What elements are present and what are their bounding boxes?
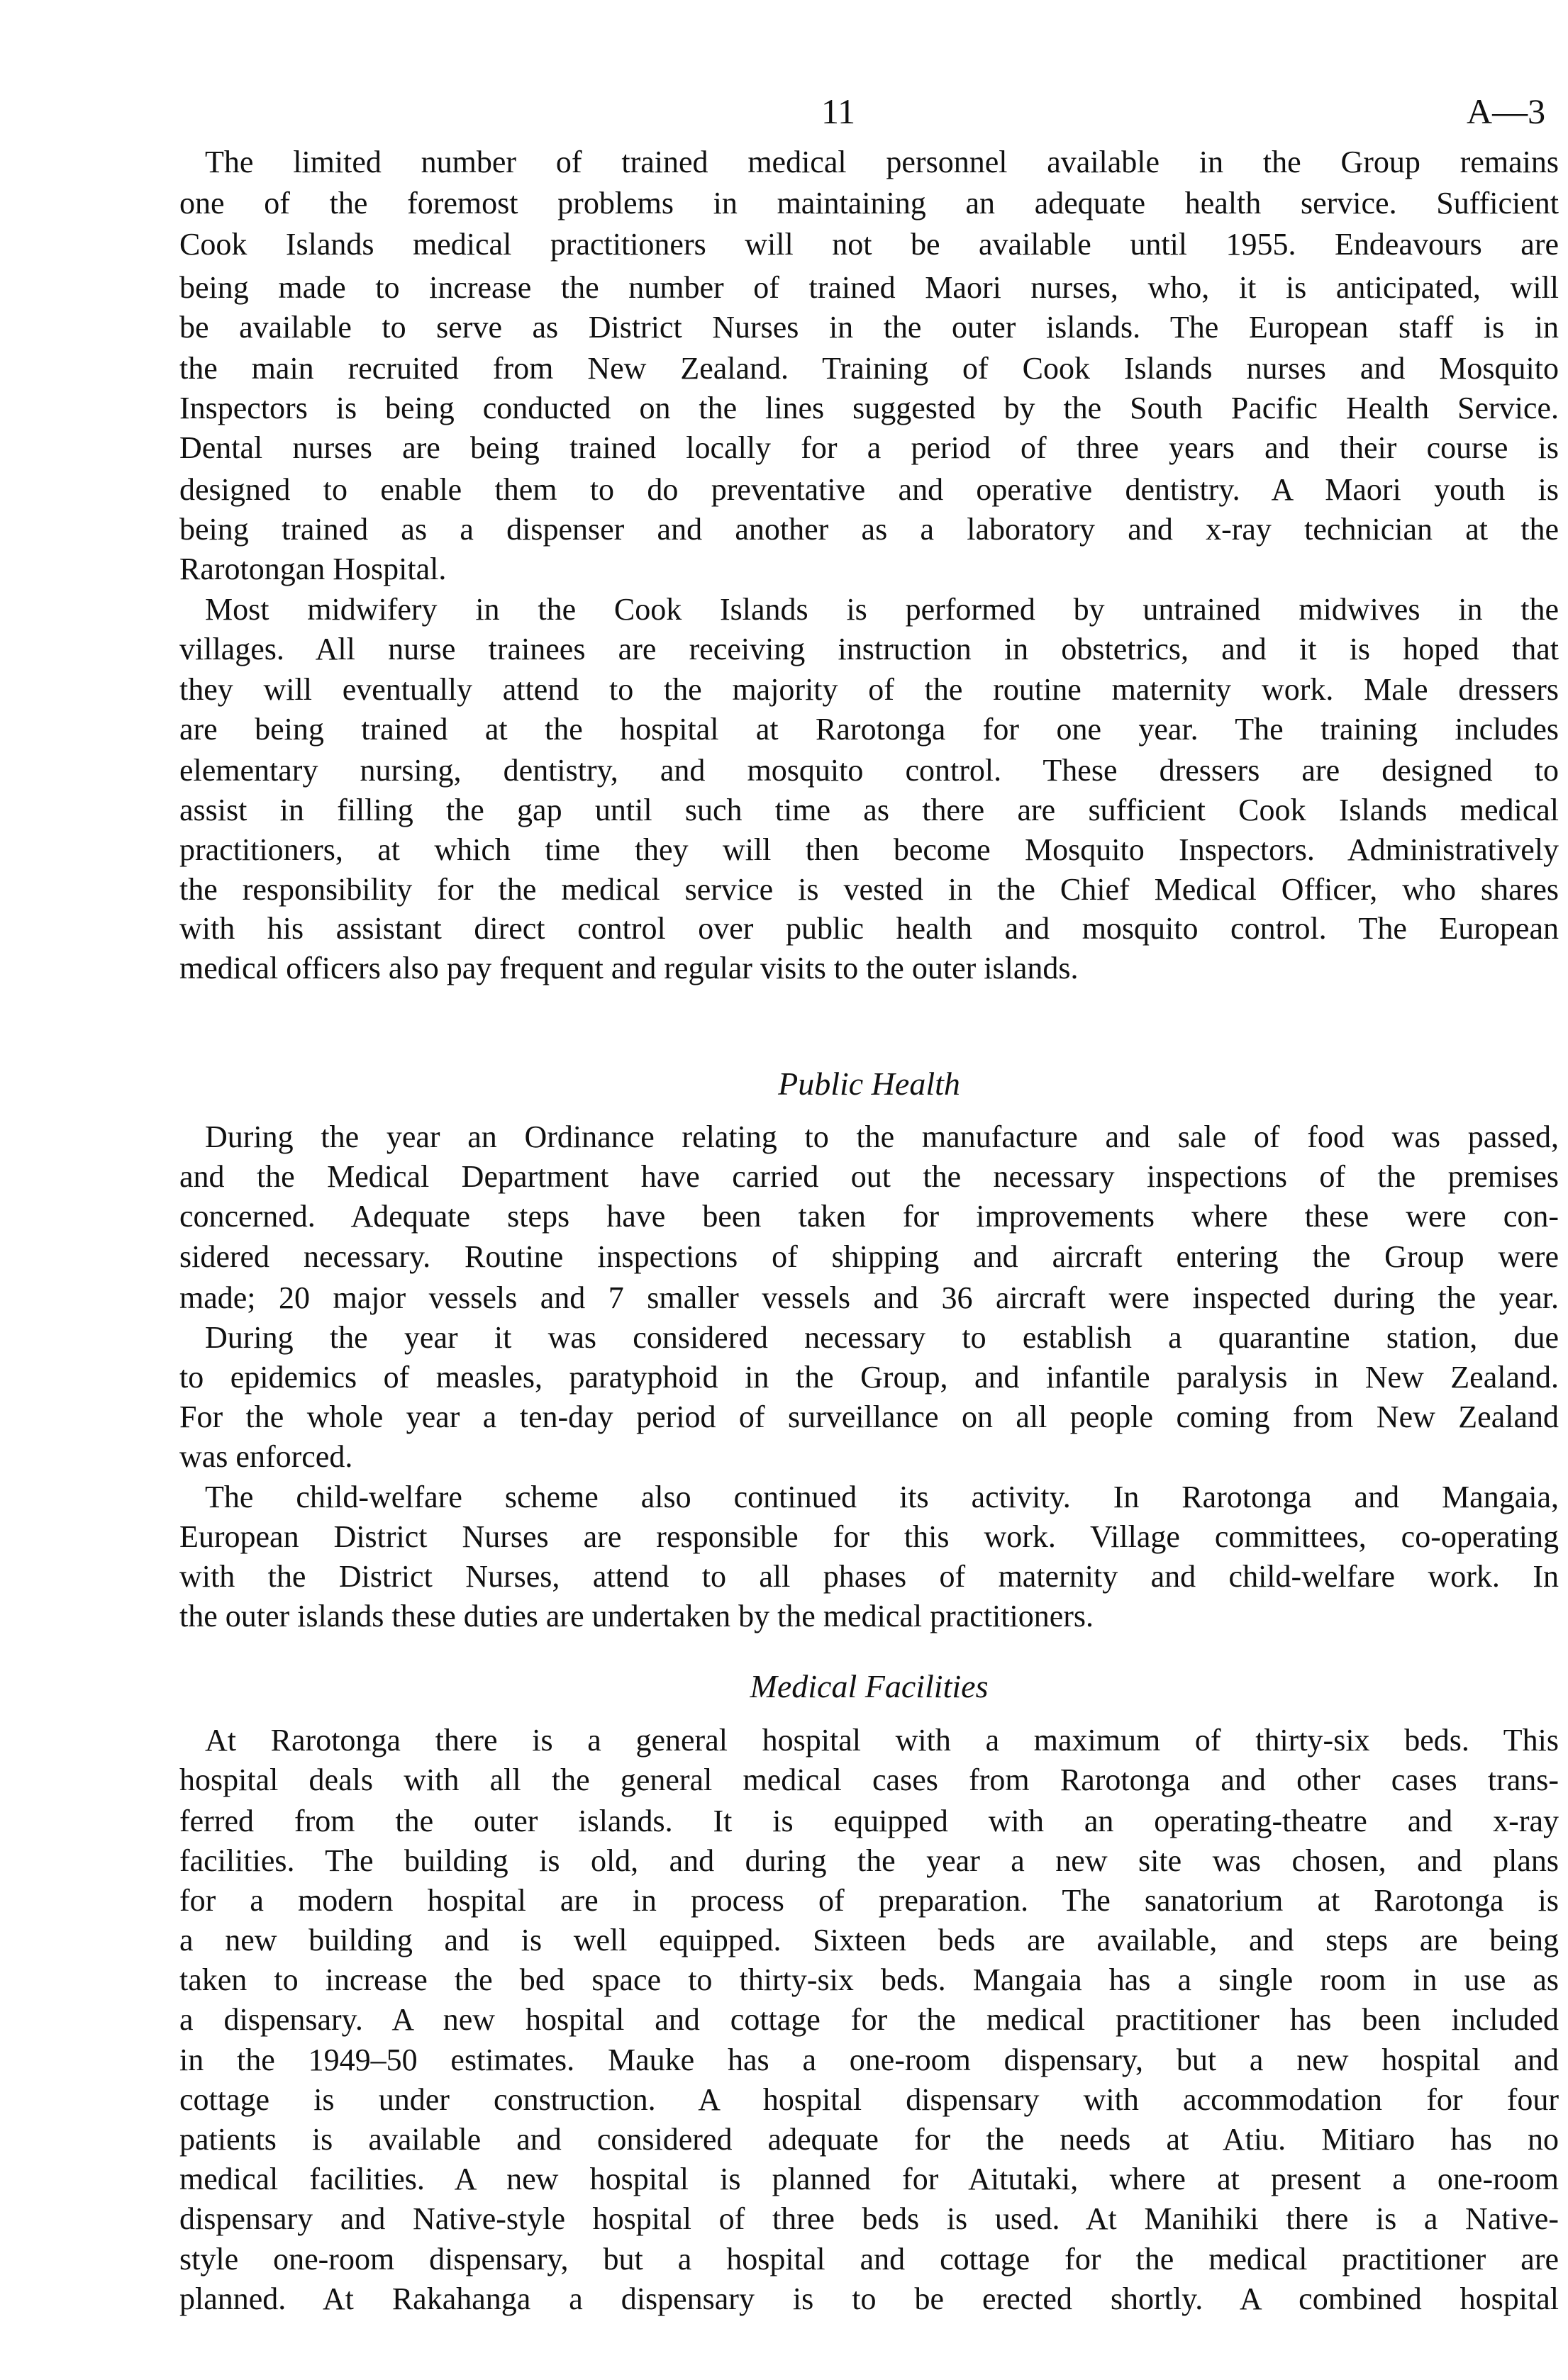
- text-line: medical facilities. A new hospital is planned for Aitutaki, where at present a one-room: [179, 2162, 1559, 2196]
- text-line: European District Nurses are responsible for this work. Village committees, co-operating: [179, 1519, 1559, 1554]
- text-line: was enforced.: [179, 1439, 353, 1474]
- text-line: assist in filling the gap until such time as there are sufficient Cook Islands medical: [179, 793, 1559, 827]
- text-line: one of the foremost problems in maintaining an adequate health service. Sufficient: [179, 186, 1559, 220]
- text-line: Inspectors is being conducted on the lines suggested by the South Pacific Health Service.: [179, 391, 1559, 425]
- section-heading: Medical Facilities: [750, 1668, 989, 1704]
- text-line: Rarotongan Hospital.: [179, 552, 447, 586]
- text-line: are being trained at the hospital at Rarotonga for one year. The training includes: [179, 712, 1559, 747]
- text-line: for a modern hospital are in process of preparation. The sanatorium at Rarotonga is: [179, 1883, 1559, 1918]
- text-line: the main recruited from New Zealand. Training of Cook Islands nurses and Mosquito: [179, 351, 1559, 386]
- text-line: in the 1949–50 estimates. Mauke has a one-room dispensary, but a new hospital and: [179, 2043, 1559, 2077]
- text-line: Most midwifery in the Cook Islands is performed by untrained midwives in the: [205, 592, 1559, 627]
- text-line: with his assistant direct control over public health and mosquito control. The European: [179, 911, 1559, 946]
- section-heading: Public Health: [778, 1066, 960, 1102]
- text-line: dispensary and Native-style hospital of three beds is used. At Manihiki there is a Native-: [179, 2201, 1559, 2236]
- text-line: taken to increase the bed space to thirty-six beds. Mangaia has a single room in use as: [179, 1962, 1559, 1997]
- text-line: facilities. The building is old, and during the year a new site was chosen, and plans: [179, 1843, 1559, 1878]
- text-line: patients is available and considered adequate for the needs at Atiu. Mitiaro has no: [179, 2122, 1559, 2157]
- text-line: At Rarotonga there is a general hospital with a maximum of thirty-six beds. This: [205, 1723, 1559, 1758]
- text-line: practitioners, at which time they will then become Mosquito Inspectors. Administratively: [179, 832, 1559, 867]
- text-line: Dental nurses are being trained locally for a period of three years and their course is: [179, 430, 1559, 465]
- text-line: ferred from the outer islands. It is equipped with an operating-theatre and x-ray: [179, 1804, 1559, 1838]
- text-line: made; 20 major vessels and 7 smaller vessels and 36 aircraft were inspected during the year.: [179, 1280, 1559, 1315]
- text-line: planned. At Rakahanga a dispensary is to be erected shortly. A combined hospital: [179, 2281, 1559, 2316]
- text-line: villages. All nurse trainees are receiving instruction in obstetrics, and it is hoped that: [179, 632, 1559, 666]
- text-line: The child-welfare scheme also continued its activity. In Rarotonga and Mangaia,: [205, 1480, 1559, 1514]
- text-line: concerned. Adequate steps have been taken for improvements where these were con-: [179, 1199, 1559, 1234]
- text-line: hospital deals with all the general medical cases from Rarotonga and other cases trans-: [179, 1762, 1559, 1797]
- text-line: During the year an Ordinance relating to the manufacture and sale of food was passed,: [205, 1119, 1559, 1154]
- text-line: sidered necessary. Routine inspections of shipping and aircraft entering the Group were: [179, 1239, 1559, 1274]
- text-line: medical officers also pay frequent and regular visits to the outer islands.: [179, 951, 1079, 985]
- text-line: with the District Nurses, attend to all phases of maternity and child-welfare work. In: [179, 1559, 1559, 1594]
- text-line: a new building and is well equipped. Sixteen beds are available, and steps are being: [179, 1923, 1559, 1957]
- text-line: style one-room dispensary, but a hospital and cottage for the medical practitioner are: [179, 2242, 1559, 2276]
- text-line: a dispensary. A new hospital and cottage for the medical practitioner has been included: [179, 2002, 1559, 2037]
- text-line: designed to enable them to do preventative and operative dentistry. A Maori youth is: [179, 472, 1559, 507]
- text-line: be available to serve as District Nurses in the outer islands. The European staff is in: [179, 310, 1559, 345]
- text-line: and the Medical Department have carried out the necessary inspections of the premises: [179, 1159, 1559, 1194]
- text-line: the responsibility for the medical service is vested in the Chief Medical Officer, who shares: [179, 872, 1559, 907]
- page-number: 11: [821, 91, 856, 131]
- document-reference: A—3: [1467, 91, 1546, 131]
- text-line: Cook Islands medical practitioners will not be available until 1955. Endeavours are: [179, 227, 1559, 262]
- text-line: being trained as a dispenser and another as a laboratory and x-ray technician at the: [179, 512, 1559, 547]
- text-line: to epidemics of measles, paratyphoid in the Group, and infantile paralysis in New Zealand.: [179, 1360, 1559, 1395]
- text-line: During the year it was considered necessary to establish a quarantine station, due: [205, 1320, 1559, 1355]
- text-line: elementary nursing, dentistry, and mosquito control. These dressers are designed to: [179, 753, 1559, 788]
- text-line: they will eventually attend to the majority of the routine maternity work. Male dressers: [179, 672, 1559, 707]
- text-line: cottage is under construction. A hospital dispensary with accommodation for four: [179, 2082, 1559, 2117]
- text-line: For the whole year a ten-day period of surveillance on all people coming from New Zealand: [179, 1399, 1559, 1434]
- text-line: the outer islands these duties are undertaken by the medical practitioners.: [179, 1599, 1094, 1633]
- text-line: The limited number of trained medical personnel available in the Group remains: [205, 145, 1559, 179]
- text-line: being made to increase the number of trained Maori nurses, who, it is anticipated, will: [179, 270, 1559, 305]
